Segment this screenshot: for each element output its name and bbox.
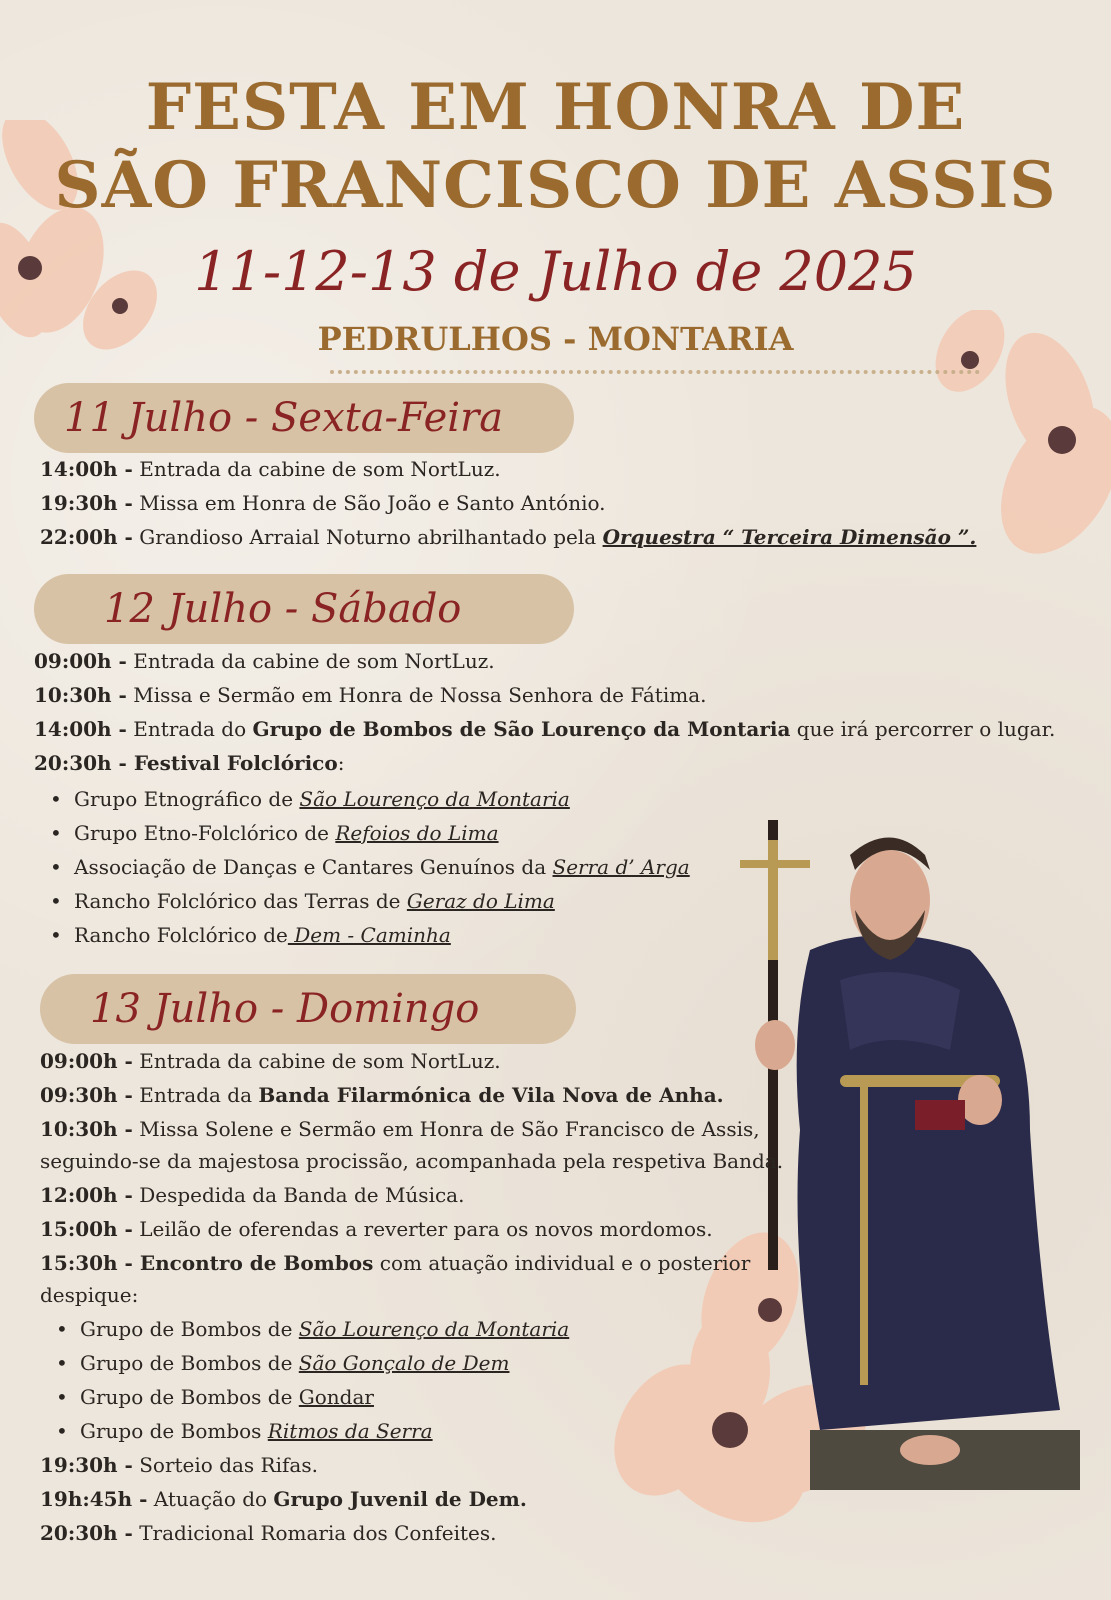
day-banner-friday: 11 Julho - Sexta-Feira (34, 383, 574, 453)
folk-group-item: • Rancho Folclórico das Terras de Geraz do Lima (74, 888, 555, 914)
schedule-line: 19:30h - Sorteio das Rifas. (40, 1453, 318, 1477)
schedule-line: 12:00h - Despedida da Banda de Música. (40, 1183, 465, 1207)
schedule-line: 09:00h - Entrada da cabine de som NortLuz. (40, 1049, 501, 1073)
title-line-2: SÃO FRANCISCO DE ASSIS (54, 148, 1057, 223)
day-banner-sunday: 13 Julho - Domingo (40, 974, 576, 1044)
schedule-line: 10:30h - Missa Solene e Sermão em Honra de São Francisco de Assis, (40, 1117, 760, 1141)
schedule-line: 09:30h - Entrada da Banda Filarmónica de Vila Nova de Anha. (40, 1083, 724, 1107)
orchestra-link: Orquestra “ Terceira Dimensão ”. (602, 525, 977, 549)
folk-group-item: • Grupo Etnográfico de São Lourenço da Montaria (74, 786, 570, 812)
event-location: PEDRULHOS - MONTARIA (317, 320, 794, 358)
day-banner-saturday: 12 Julho - Sábado (34, 574, 574, 644)
schedule-line: 15:00h - Leilão de oferendas a reverter para os novos mordomos. (40, 1217, 713, 1241)
bombos-group-item: • Grupo de Bombos Ritmos da Serra (80, 1418, 433, 1444)
folk-group-item: • Grupo Etno-Folclórico de Refoios do Lima (74, 820, 499, 846)
schedule-line: 09:00h - Entrada da cabine de som NortLuz. (34, 649, 495, 673)
saint-francis-statue-image (730, 810, 1090, 1510)
schedule-line: 15:30h - Encontro de Bombos com atuação individual e o posterior (40, 1251, 751, 1275)
schedule-line: despique: (40, 1283, 139, 1307)
schedule-line: 10:30h - Missa e Sermão em Honra de Nossa Senhora de Fátima. (34, 683, 707, 707)
schedule-line: 14:00h - Entrada do Grupo de Bombos de São Lourenço da Montaria que irá percorrer o lugar. (34, 717, 1056, 741)
schedule-line: 14:00h - Entrada da cabine de som NortLuz. (40, 457, 501, 481)
schedule-line: seguindo-se da majestosa procissão, acompanhada pela respetiva Banda. (40, 1149, 784, 1173)
schedule-line: 22:00h - Grandioso Arraial Noturno abrilhantado pela Orquestra “ Terceira Dimensão ”. (40, 525, 977, 549)
event-dates: 11-12-13 de Julho de 2025 (194, 240, 917, 303)
schedule-line: 20:30h - Tradicional Romaria dos Confeites. (40, 1521, 497, 1545)
bombos-group-item: • Grupo de Bombos de São Lourenço da Montaria (80, 1316, 569, 1342)
title-line-1: FESTA EM HONRA DE (145, 70, 966, 145)
schedule-line: 19:30h - Missa em Honra de São João e Santo António. (40, 491, 606, 515)
schedule-line: 19h:45h - Atuação do Grupo Juvenil de Dem. (40, 1487, 527, 1511)
bombos-group-item: • Grupo de Bombos de Gondar (80, 1384, 374, 1410)
schedule-line: 20:30h - Festival Folclórico: (34, 751, 345, 775)
dotted-divider (330, 370, 980, 374)
folk-group-item: • Rancho Folclórico de Dem - Caminha (74, 922, 451, 948)
bombos-group-item: • Grupo de Bombos de São Gonçalo de Dem (80, 1350, 509, 1376)
folk-group-item: • Associação de Danças e Cantares Genuínos da Serra d’ Arga (74, 854, 690, 880)
